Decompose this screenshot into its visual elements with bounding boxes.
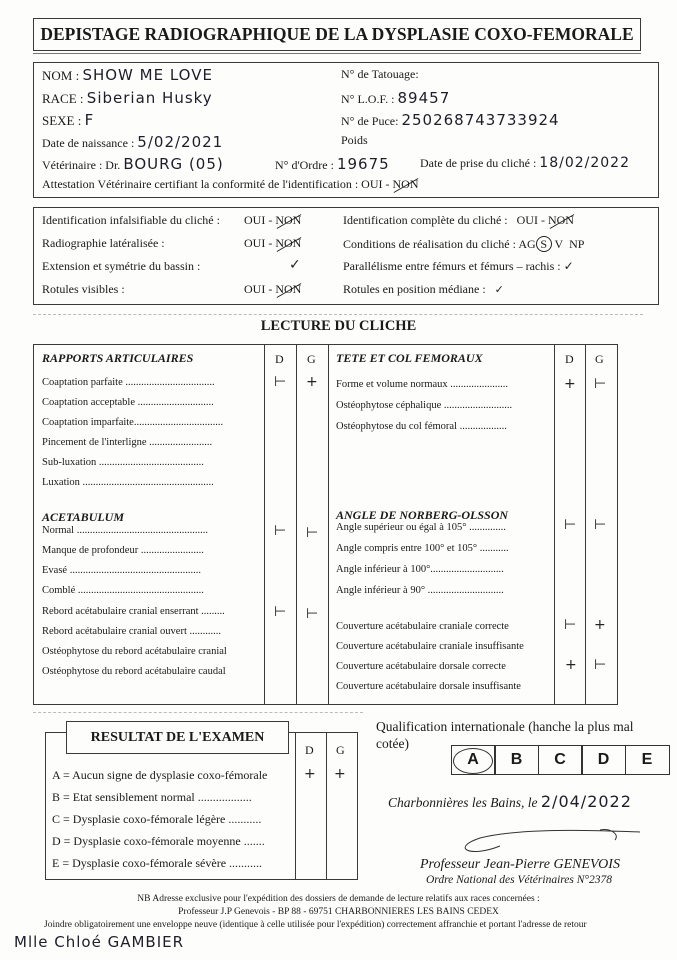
table-row: Coaptation acceptable ............................. bbox=[42, 397, 214, 408]
grade-a-selected[interactable]: A bbox=[451, 745, 496, 775]
table-row: Pincement de l'interligne ........................ bbox=[42, 437, 213, 448]
veterinaire-value: BOURG (05) bbox=[123, 155, 224, 173]
table-row: Angle inférieur à 90° ............................. bbox=[336, 585, 504, 596]
sexe-field: SEXE : F bbox=[42, 111, 95, 129]
attestation-non-struck: NON bbox=[392, 177, 419, 191]
lof-value: 89457 bbox=[397, 89, 451, 107]
check-mark-icon[interactable]: + bbox=[565, 657, 577, 673]
table-row: Forme et volume normaux ...................... bbox=[336, 379, 509, 390]
check-mark-icon[interactable]: + bbox=[306, 374, 318, 390]
table-row: Angle compris entre 100° et 105° ........... bbox=[336, 543, 509, 554]
norberg-title: ANGLE DE NORBERG-OLSSON bbox=[336, 508, 509, 522]
date-cliche-field: Date de prise du cliché : 18/02/2022 bbox=[420, 155, 630, 171]
tete-title: TETE ET COL FEMORAUX bbox=[336, 351, 483, 365]
footer-line2: Professeur J.P Genevois - BP 88 - 69751 CHARBONNIERES LES BAINS CEDEX bbox=[178, 907, 499, 917]
signature-date: 2/04/2022 bbox=[540, 792, 632, 811]
check-mark-icon[interactable]: ⊢ bbox=[274, 374, 287, 390]
col-d-left: D bbox=[275, 352, 284, 366]
check-mark-icon[interactable]: ⊢ bbox=[594, 376, 607, 392]
infalsifiable-answer: OUI - NON bbox=[244, 213, 302, 227]
lecture-table bbox=[33, 344, 618, 705]
naissance-field: Date de naissance : 5/02/2021 bbox=[42, 133, 224, 151]
rapports-title: RAPPORTS ARTICULAIRES bbox=[42, 351, 194, 365]
table-row: Evasé .................................................. bbox=[42, 565, 201, 576]
naissance-value: 5/02/2021 bbox=[137, 133, 224, 151]
complete-field: Identification complète du cliché : OUI - NON bbox=[343, 213, 574, 227]
infalsifiable-label: Identification infalsifiable du cliché : bbox=[42, 213, 220, 227]
table-row: Ostéophytose céphalique .......................... bbox=[336, 400, 513, 411]
check-mark-icon[interactable]: + bbox=[564, 376, 576, 392]
col-g-left: G bbox=[307, 352, 316, 366]
table-row: Angle inférieur à 100°............................ bbox=[336, 564, 504, 575]
resultat-row: E = Dysplasie coxo-fémorale sévère ........... bbox=[52, 856, 263, 870]
grade-e[interactable]: E bbox=[625, 745, 670, 775]
title-divider bbox=[33, 53, 641, 54]
table-row: Normal .................................................. bbox=[42, 525, 208, 536]
resultat-col-d: D bbox=[305, 743, 314, 757]
check-mark-icon[interactable]: ⊢ bbox=[564, 617, 577, 633]
signature-place-date: Charbonnières les Bains, le 2/04/2022 bbox=[388, 792, 632, 811]
table-row: Ostéophytose du col fémoral .................. bbox=[336, 421, 507, 432]
separator bbox=[33, 314, 643, 315]
parallelisme-field: Parallélisme entre fémurs et fémurs – rachis : ✓ bbox=[343, 259, 574, 273]
rotules-visibles-answer: OUI - NON bbox=[244, 282, 302, 296]
veterinaire-field: Vétérinaire : Dr. BOURG (05) bbox=[42, 155, 224, 173]
lof-field: N° L.O.F. : 89457 bbox=[341, 89, 451, 107]
check-mark-icon[interactable]: ⊢ bbox=[274, 604, 287, 620]
acetabulum-title: ACETABULUM bbox=[42, 510, 125, 524]
lateralisee-answer: OUI - NON bbox=[244, 236, 302, 250]
page-title: DEPISTAGE RADIOGRAPHIQUE DE LA DYSPLASIE COXO-FEMORALE bbox=[33, 18, 641, 51]
qualification-label: Qualification internationale (hanche la plus mal cotée) bbox=[376, 719, 634, 751]
footer-line3: Joindre obligatoirement une enveloppe neuve (identique à celle utilisée pour l'expédition) correctement affranchie et portant l'adresse de retour bbox=[44, 920, 587, 930]
footer-line1: NB Adresse exclusive pour l'expédition des dossiers de demande de lecture relatifs aux races concernées : bbox=[137, 894, 540, 904]
resultat-row: C = Dysplasie coxo-fémorale légère ........... bbox=[52, 812, 262, 826]
poids-field: Poids bbox=[341, 133, 368, 147]
extension-label: Extension et symétrie du bassin : bbox=[42, 259, 201, 273]
table-row: Ostéophytose du rebord acétabulaire cranial bbox=[42, 646, 227, 657]
identification-section bbox=[33, 62, 659, 198]
conditions-field: Conditions de réalisation du cliché : AG S V NP bbox=[343, 237, 585, 251]
quality-section bbox=[33, 207, 659, 305]
resultat-row: B = Etat sensiblement normal .................. bbox=[52, 790, 252, 804]
attestation-oui: OUI bbox=[361, 177, 383, 191]
date-cliche-value: 18/02/2022 bbox=[539, 155, 630, 171]
check-mark-icon[interactable]: + bbox=[334, 766, 346, 782]
table-row: Rebord acétabulaire cranial enserrant ......... bbox=[42, 606, 225, 617]
table-row: Rebord acétabulaire cranial ouvert ............ bbox=[42, 626, 222, 637]
grade-b[interactable]: B bbox=[494, 745, 539, 775]
grade-d[interactable]: D bbox=[581, 745, 626, 775]
puce-value: 250268743733924 bbox=[401, 111, 560, 129]
race-field: RACE : Siberian Husky bbox=[42, 89, 213, 107]
check-mark-icon[interactable]: ⊢ bbox=[306, 606, 319, 622]
check-mark-icon[interactable]: ⊢ bbox=[306, 525, 319, 541]
race-value: Siberian Husky bbox=[86, 89, 213, 107]
grade-c[interactable]: C bbox=[538, 745, 583, 775]
table-row: Couverture acétabulaire craniale insuffisante bbox=[336, 641, 524, 652]
check-mark-icon[interactable]: ⊢ bbox=[594, 657, 607, 673]
puce-field: N° de Puce: 250268743733924 bbox=[341, 111, 560, 129]
rotules-visibles-label: Rotules visibles : bbox=[42, 282, 125, 296]
signature-scribble-icon bbox=[440, 828, 650, 858]
rotules-mediane-check-icon: ✓ bbox=[494, 283, 504, 296]
table-row: Coaptation parfaite .................................. bbox=[42, 377, 215, 388]
table-row: Couverture acétabulaire dorsale insuffisante bbox=[336, 681, 521, 692]
resultat-row: D = Dysplasie coxo-fémorale moyenne ....... bbox=[52, 834, 265, 848]
table-row: Couverture acétabulaire dorsale correcte bbox=[336, 661, 506, 672]
conditions-selected-s: S bbox=[536, 236, 552, 252]
nom-field: NOM : SHOW ME LOVE bbox=[42, 66, 213, 84]
resultat-col-g: G bbox=[336, 743, 345, 757]
resultat-section bbox=[45, 732, 358, 880]
resultat-title: RESULTAT DE L'EXAMEN bbox=[66, 721, 289, 754]
table-row: Sub-luxation ........................................ bbox=[42, 457, 204, 468]
table-row: Luxation .................................................. bbox=[42, 477, 214, 488]
signature-name: Professeur Jean-Pierre GENEVOIS bbox=[420, 857, 620, 872]
table-row: Couverture acétabulaire craniale correcte bbox=[336, 621, 509, 632]
col-d-right: D bbox=[565, 352, 574, 366]
check-mark-icon[interactable]: ⊢ bbox=[564, 517, 577, 533]
table-row: Manque de profondeur ........................ bbox=[42, 545, 204, 556]
rotules-mediane-field: Rotules en position médiane : ✓ bbox=[343, 282, 504, 296]
ordre-value: 19675 bbox=[336, 155, 390, 173]
col-g-right: G bbox=[595, 352, 604, 366]
check-mark-icon[interactable]: + bbox=[304, 766, 316, 782]
separator bbox=[33, 712, 363, 713]
parallelisme-check-icon: ✓ bbox=[563, 259, 574, 273]
resultat-row: A = Aucun signe de dysplasie coxo-fémorale bbox=[52, 768, 268, 782]
qualification-grades bbox=[452, 745, 670, 775]
extension-check-icon: ✓ bbox=[289, 257, 301, 273]
ordre-field: N° d'Ordre : 19675 bbox=[275, 155, 390, 173]
signature-ordre: Ordre National des Vétérinaires N°2378 bbox=[426, 874, 613, 886]
lecture-title: LECTURE DU CLICHE bbox=[260, 318, 417, 334]
table-row: Coaptation imparfaite.................................. bbox=[42, 417, 224, 428]
sexe-value: F bbox=[84, 111, 95, 129]
attestation-field: Attestation Vétérinaire certifiant la conformité de l'identification : OUI - NON bbox=[42, 177, 419, 191]
lateralisee-label: Radiographie latéralisée : bbox=[42, 236, 165, 250]
table-row: Comblé ................................................ bbox=[42, 585, 204, 596]
tatouage-field: N° de Tatouage: bbox=[341, 67, 419, 81]
table-row: Angle supérieur ou égal à 105° .............. bbox=[336, 522, 506, 533]
return-address-handwritten: Mlle Chloé GAMBIER bbox=[14, 933, 185, 951]
check-mark-icon[interactable]: ⊢ bbox=[594, 517, 607, 533]
nom-value: SHOW ME LOVE bbox=[82, 66, 213, 84]
check-mark-icon[interactable]: ⊢ bbox=[274, 523, 287, 539]
table-row: Ostéophytose du rebord acétabulaire caudal bbox=[42, 666, 226, 677]
check-mark-icon[interactable]: + bbox=[594, 617, 606, 633]
